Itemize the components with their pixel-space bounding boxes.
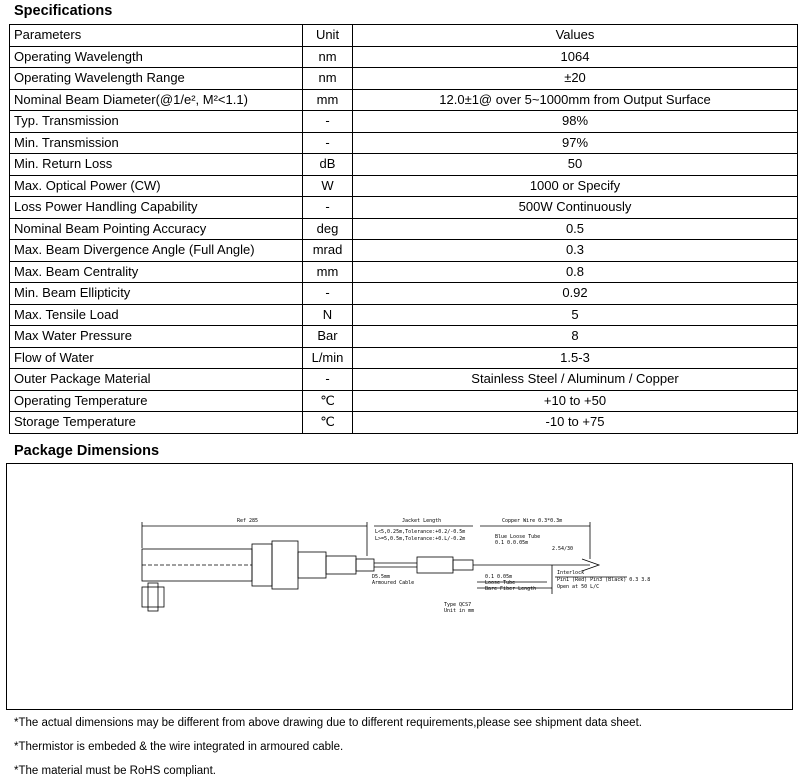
label-ref: Ref 285 bbox=[237, 518, 259, 524]
cell-unit: - bbox=[303, 197, 353, 219]
specifications-heading: Specifications bbox=[14, 3, 113, 19]
cell-unit: nm bbox=[303, 46, 353, 68]
cell-value: 97% bbox=[353, 132, 798, 154]
label-copper: Copper Wire 0.3*0.3m bbox=[502, 518, 563, 524]
cell-unit: W bbox=[303, 175, 353, 197]
cell-unit: deg bbox=[303, 218, 353, 240]
label-type: Type QCS7 bbox=[444, 602, 472, 608]
cell-param: Min. Transmission bbox=[10, 132, 303, 154]
label-angle: 2.54/30 bbox=[552, 546, 574, 552]
cell-value: 0.3 bbox=[353, 240, 798, 262]
table-row bbox=[10, 304, 798, 326]
label-tol2: L>=5,0.5m,Tolerance:+0.L/-0.2m bbox=[375, 536, 466, 542]
cell-value: 0.8 bbox=[353, 261, 798, 283]
cell-unit: ℃ bbox=[303, 412, 353, 434]
table-row bbox=[10, 175, 798, 197]
cell-param: Min. Beam Ellipticity bbox=[10, 283, 303, 305]
cell-value: +10 to +50 bbox=[353, 390, 798, 412]
label-armour: Armoured Cable bbox=[372, 580, 415, 586]
table-row bbox=[10, 197, 798, 219]
cell-param: Flow of Water bbox=[10, 347, 303, 369]
cell-value: 50 bbox=[353, 154, 798, 176]
note-rohs: *The material must be RoHS compliant. bbox=[14, 765, 216, 777]
label-tol1: L<5,0.25m,Tolerance:+0.2/-0.5m bbox=[375, 529, 466, 535]
cell-value: 1.5-3 bbox=[353, 347, 798, 369]
cell-param: Typ. Transmission bbox=[10, 111, 303, 133]
label-armour-dia: D5.5mm bbox=[372, 574, 391, 580]
cell-unit: L/min bbox=[303, 347, 353, 369]
cell-param: Max. Tensile Load bbox=[10, 304, 303, 326]
table-row bbox=[10, 390, 798, 412]
cell-value: 1064 bbox=[353, 46, 798, 68]
note-dimensions: *The actual dimensions may be different from above drawing due to different requirements,please see shipment data sheet. bbox=[14, 717, 642, 729]
cell-param: Max. Beam Divergence Angle (Full Angle) bbox=[10, 240, 303, 262]
package-drawing bbox=[6, 463, 793, 710]
label-loose: 0.1 0.05m bbox=[485, 574, 513, 580]
cell-param: Max. Optical Power (CW) bbox=[10, 175, 303, 197]
cell-param: Storage Temperature bbox=[10, 412, 303, 434]
cell-unit: nm bbox=[303, 68, 353, 90]
cell-unit: mm bbox=[303, 261, 353, 283]
cell-param: Loss Power Handling Capability bbox=[10, 197, 303, 219]
cell-param: Nominal Beam Pointing Accuracy bbox=[10, 218, 303, 240]
table-row bbox=[10, 132, 798, 154]
label-unit: Unit in mm bbox=[444, 608, 475, 614]
cell-param: Max Water Pressure bbox=[10, 326, 303, 348]
cell-value: 500W Continuously bbox=[353, 197, 798, 219]
table-row bbox=[10, 283, 798, 305]
cell-value: ±20 bbox=[353, 68, 798, 90]
label-blue-dim: 0.1 0.0.05m bbox=[495, 540, 529, 546]
header-unit: Unit bbox=[303, 25, 353, 47]
cell-unit: dB bbox=[303, 154, 353, 176]
table-row bbox=[10, 347, 798, 369]
cell-unit: ℃ bbox=[303, 390, 353, 412]
cell-param: Max. Beam Centrality bbox=[10, 261, 303, 283]
cell-unit: mrad bbox=[303, 240, 353, 262]
label-interlock: Interlock bbox=[557, 570, 585, 576]
label-jacket: Jacket Length bbox=[402, 518, 442, 524]
label-loose-tube: Loose Tube bbox=[485, 580, 516, 586]
package-drawing-svg bbox=[7, 464, 792, 709]
table-row bbox=[10, 369, 798, 391]
cell-param: Operating Wavelength Range bbox=[10, 68, 303, 90]
cell-unit: - bbox=[303, 369, 353, 391]
cell-param: Operating Temperature bbox=[10, 390, 303, 412]
cell-value: -10 to +75 bbox=[353, 412, 798, 434]
cell-param: Min. Return Loss bbox=[10, 154, 303, 176]
header-value: Values bbox=[353, 25, 798, 47]
label-bare: Bare Fiber Length bbox=[485, 586, 537, 592]
cell-param: Outer Package Material bbox=[10, 369, 303, 391]
cell-value: 1000 or Specify bbox=[353, 175, 798, 197]
cell-unit: - bbox=[303, 111, 353, 133]
cell-param: Nominal Beam Diameter(@1/e², M²<1.1) bbox=[10, 89, 303, 111]
label-blue: Blue Loose Tube bbox=[495, 534, 541, 540]
cell-unit: - bbox=[303, 283, 353, 305]
cell-value: Stainless Steel / Aluminum / Copper bbox=[353, 369, 798, 391]
table-row bbox=[10, 218, 798, 240]
note-thermistor: *Thermistor is embeded & the wire integrated in armoured cable. bbox=[14, 741, 344, 753]
table-row bbox=[10, 261, 798, 283]
table-row bbox=[10, 240, 798, 262]
table-row bbox=[10, 68, 798, 90]
cell-value: 0.5 bbox=[353, 218, 798, 240]
cell-param: Operating Wavelength bbox=[10, 46, 303, 68]
table-row bbox=[10, 111, 798, 133]
cell-unit: N bbox=[303, 304, 353, 326]
label-open: Open at 50 L/C bbox=[557, 584, 600, 590]
table-header-row bbox=[10, 25, 798, 47]
package-dimensions-heading: Package Dimensions bbox=[14, 443, 160, 459]
cell-value: 0.92 bbox=[353, 283, 798, 305]
table-row bbox=[10, 154, 798, 176]
table-row bbox=[10, 326, 798, 348]
header-param: Parameters bbox=[10, 25, 303, 47]
label-pin: Pin1 (Red) Pin3 (Black) 0.3 3.8 bbox=[557, 577, 651, 583]
cell-value: 12.0±1@ over 5~1000mm from Output Surface bbox=[353, 89, 798, 111]
cell-unit: mm bbox=[303, 89, 353, 111]
cell-value: 5 bbox=[353, 304, 798, 326]
cell-value: 98% bbox=[353, 111, 798, 133]
cell-unit: - bbox=[303, 132, 353, 154]
cell-value: 8 bbox=[353, 326, 798, 348]
table-row bbox=[10, 412, 798, 434]
table-row bbox=[10, 46, 798, 68]
table-row bbox=[10, 89, 798, 111]
specifications-table bbox=[9, 24, 798, 434]
cell-unit: Bar bbox=[303, 326, 353, 348]
